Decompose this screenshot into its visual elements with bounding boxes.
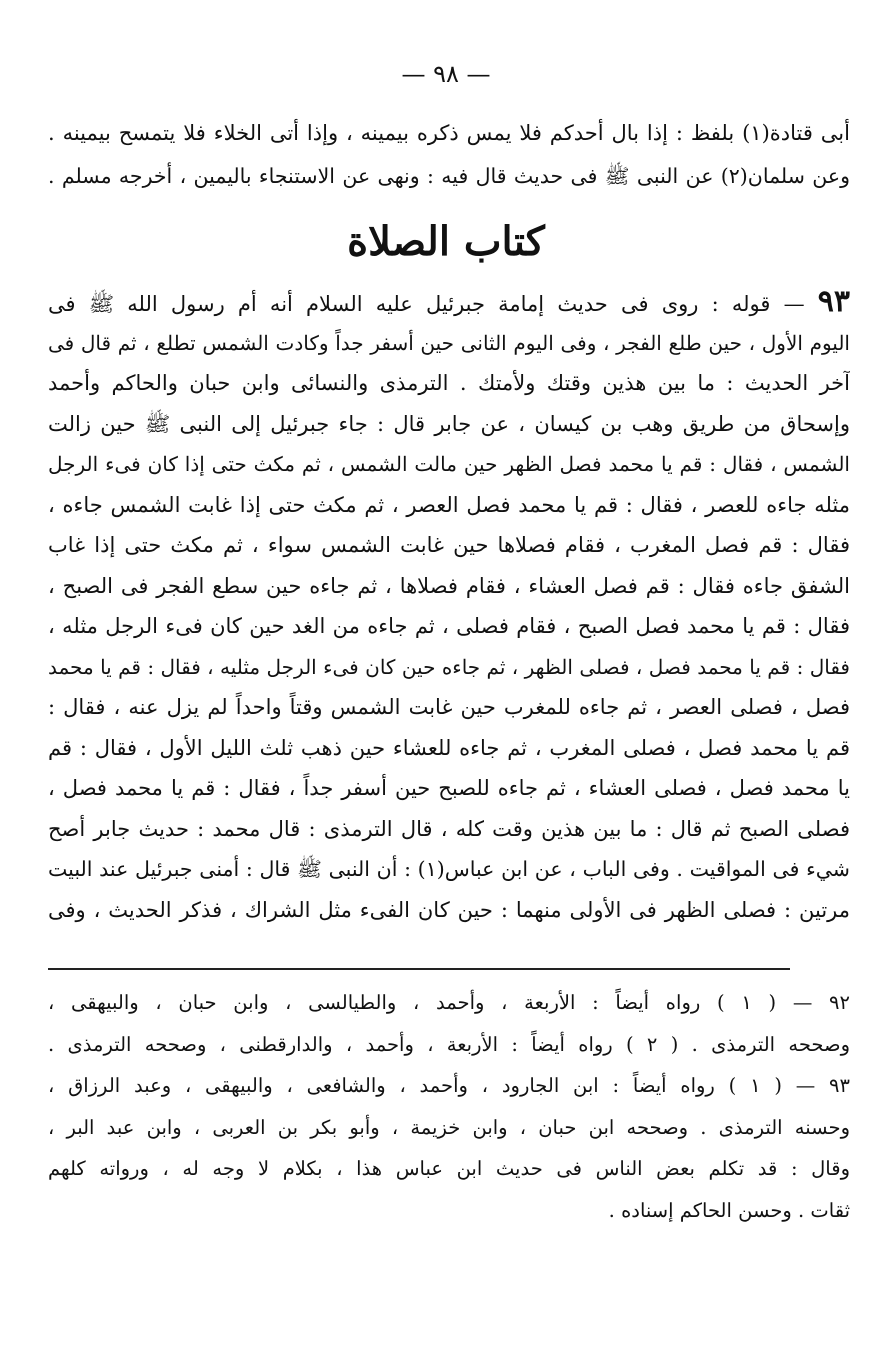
page-number: — ٩٨ —	[401, 60, 491, 88]
text-line: مرتين : فصلى الظهر فى الأولى منهما : حين كان الفىء مثل الشراك ، فذكر الحديث ، وفى	[48, 897, 850, 922]
text-line: فقال : قم يا محمد فصل ، فصلى الظهر ، ثم جاءه حين كان فىء الرجل مثليه ، فقال : قم يا محمد	[48, 654, 850, 679]
text-line: فصلى الصبح ثم قال : ما بين هذين وقت كله ، قال الترمذى : قال محمد : حديث جابر أصح	[48, 816, 850, 841]
footnote-line: ٩٣ — ( ١ ) رواه أيضاً : ابن الجارود ، وأحمد ، والشافعى ، والبيهقى ، وعبد الرزاق ،	[48, 1074, 850, 1097]
text-line: قم يا محمد فصل ، فصلى المغرب ، ثم جاءه للعشاء حين ذهب ثلث الليل الأول ، فقال : قم	[48, 735, 850, 760]
text-line: فقال : قم فصل المغرب ، فقام فصلاها حين غابت الشمس سواء ، ثم مكث حتى إذا غاب	[48, 533, 850, 557]
paragraph-number: ٩٣	[817, 284, 850, 319]
footnote-line: وصححه الترمذى . ( ٢ ) رواه أيضاً : الأربعة ، وأحمد ، والدارقطنى ، وصححه الترمذى .	[48, 1032, 850, 1056]
text-line: أبى قتادة(١) بلفظ : إذا بال أحدكم فلا يمس ذكره بيمينه ، وإذا أتى الخلاء فلا يتمسح بيمينه .	[48, 121, 850, 145]
footnote-line: وحسنه الترمذى . وصححه ابن حبان ، وابن خزيمة ، وأبو بكر بن العربى ، وابن عبد البر ،	[48, 1115, 850, 1139]
text-line: وعن سلمان(٢) عن النبى ﷺ فى حديث قال فيه : ونهى عن الاستنجاء باليمين ، أخرجه مسلم .	[48, 164, 850, 188]
text-line: آخر الحديث : ما بين هذين وقتك ولأمتك . الترمذى والنسائى وابن حبان والحاكم وأحمد	[48, 371, 850, 395]
footnote-line: ٩٢ — ( ١ ) رواه أيضاً : الأربعة ، وأحمد ، والطيالسى ، وابن حبان ، والبيهقى ،	[48, 991, 850, 1014]
text-line: فصل ، فصلى العصر ، ثم جاءه للمغرب حين غابت الشمس وقتاً واحداً لم يزل عنه ، فقال :	[48, 695, 850, 719]
text-line: الشمس ، فقال : قم يا محمد فصل الظهر حين مالت الشمس ، ثم مكث حتى إذا كان فىء الرجل	[48, 452, 850, 476]
footnote-divider	[48, 968, 790, 970]
text-line: فقال : قم يا محمد فصل الصبح ، فقام فصلى ، ثم جاءه من الغد حين كان فىء الرجل مثله ،	[48, 614, 850, 638]
main-paragraph	[48, 282, 850, 930]
text-line: يا محمد فصل ، فصلى العشاء ، ثم جاءه للصبح حين أسفر جداً ، فقال : قم يا محمد فصل ،	[48, 776, 850, 800]
first-line-text: — قوله : روى فى حديث إمامة جبرئيل عليه السلام أنه أم رسول الله ﷺ فى	[48, 292, 805, 316]
footnote-line: وقال : قد تكلم بعض الناس فى حديث ابن عباس هذا ، بكلام لا وجه له ، ورواته كلهم	[48, 1157, 850, 1180]
footnotes	[48, 982, 850, 1231]
text-line: مثله جاءه للعصر ، فقال : قم يا محمد فصل العصر ، ثم مكث حتى إذا غابت الشمس جاءه ،	[48, 492, 850, 517]
text-line: شيء فى المواقيت . وفى الباب ، عن ابن عباس(١) : أن النبى ﷺ قال : أمنى جبرئيل عند البيت	[48, 857, 850, 881]
text-line: اليوم الأول ، حين طلع الفجر ، وفى اليوم الثانى حين أسفر جداً وكادت الشمس تطلع ، ثم قال فى	[48, 330, 850, 355]
paragraph-first-line	[48, 282, 850, 323]
footnote-line: ثقات . وحسن الحاكم إسناده .	[608, 1198, 850, 1222]
text-line: وإسحاق من طريق وهب بن كيسان ، عن جابر قال : جاء جبرئيل إلى النبى ﷺ حين زالت	[48, 411, 850, 436]
text-line: الشفق جاءه فقال : قم فصل العشاء ، فقام فصلاها ، ثم جاءه حين سطع الفجر فى الصبح ،	[48, 573, 850, 598]
chapter-heading: كتاب الصلاة	[347, 218, 545, 265]
intro-text	[48, 112, 850, 198]
